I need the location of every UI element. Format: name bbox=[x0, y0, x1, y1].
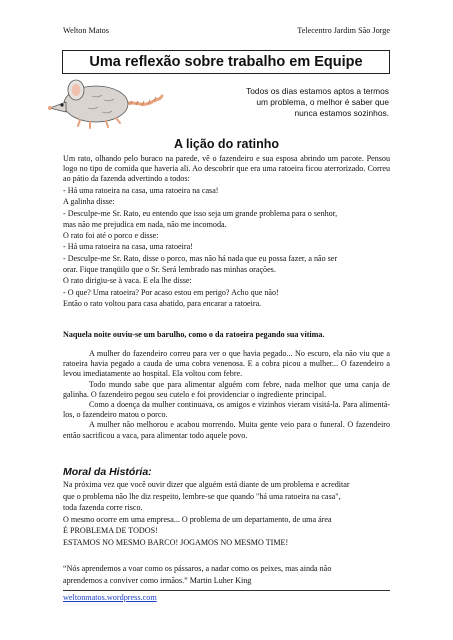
header-organization: Telecentro Jardim São Jorge bbox=[297, 26, 390, 35]
dialogue-line: O rato foi até o porco e disse: bbox=[63, 231, 159, 241]
bold-sentence: Naquela noite ouviu-se um barulho, como o da ratoeira pegando sua vítima. bbox=[63, 330, 325, 339]
moral-line: que o problema não lhe diz respeito, lembre-se que quando "há uma ratoeira na casa", bbox=[63, 491, 341, 501]
moral-line: É PROBLEMA DE TODOS! bbox=[63, 526, 158, 535]
story-paragraph: A mulher não melhorou e acabou morrendo. Muita gente veio para o funeral. O fazendeiro então sacrificou a vaca, para alimentar todo aquele povo. bbox=[63, 420, 390, 440]
document-title: Uma reflexão sobre trabalho em Equipe bbox=[62, 50, 390, 74]
quote-line: “Nós aprendemos a voar como os pássaros, a nadar como os peixes, mas ainda não bbox=[63, 564, 332, 573]
mouse-snout bbox=[50, 102, 66, 112]
moral-line: toda fazenda corre risco. bbox=[63, 503, 143, 512]
dialogue-line: O rato dirigiu-se à vaca. E ela lhe disse: bbox=[63, 276, 192, 286]
mouse-illustration bbox=[44, 78, 164, 130]
epigraph bbox=[219, 86, 389, 119]
moral-line: O mesmo ocorre em uma empresa... O problema de um departamento, de uma área bbox=[63, 514, 332, 524]
section-title: A lição do ratinho bbox=[173, 137, 280, 151]
moral-text bbox=[63, 479, 390, 548]
mouse-ear-inner bbox=[72, 84, 81, 96]
moral-line: ESTAMOS NO MESMO BARCO! JOGAMOS NO MESMO TIME! bbox=[63, 537, 289, 547]
dialogue-line: - Há uma ratoeira na casa, uma ratoeira! bbox=[63, 242, 193, 252]
story-paragraph: A mulher do fazendeiro correu para ver o que havia pegado... No escuro, ela não viu que a ratoeira havia pegado a cauda de uma cobra venenosa. E a cobra picou a mulher... O fazendeiro a levou imediatamente ao hospital. Ela voltou com febre. bbox=[63, 349, 390, 379]
intro-paragraph: Um rato, olhando pelo buraco na parede, vê o fazendeiro e sua esposa abrindo um pacote. Pensou logo no tipo de comida que haveria ali. Ao descobrir que era uma ratoeira ficou aterrorizado. Correu ao pátio da fazenda advertindo a todos: bbox=[63, 154, 390, 184]
dialogue-line: - Há uma ratoeira na casa, uma ratoeira na casa! bbox=[63, 186, 219, 195]
dialogue-line: Então o rato voltou para casa abatido, para encarar a ratoeira. bbox=[63, 298, 262, 308]
story bbox=[63, 349, 390, 441]
closing-quote bbox=[63, 563, 390, 586]
dialogue-line: mas não me prejudica em nada, não me incomoda. bbox=[63, 219, 227, 229]
moral-title: Moral da História: bbox=[63, 466, 152, 478]
moral-line: Na próxima vez que você ouvir dizer que alguém está diante de um problema e acreditar bbox=[63, 480, 350, 489]
epigraph-line: nunca estamos sozinhos. bbox=[294, 108, 389, 118]
dialogue-line: - Desculpe-me Sr. Rato, disse o porco, mas não há nada que eu possa fazer, a não ser bbox=[63, 253, 338, 263]
dialogue-line: - O que? Uma ratoeira? Por acaso estou em perigo? Acho que não! bbox=[63, 287, 279, 297]
dialogue-line: - Desculpe-me Sr. Rato, eu entendo que isso seja um grande problema para o senhor, bbox=[63, 208, 338, 218]
epigraph-line: um problema, o melhor é saber que bbox=[256, 97, 389, 107]
footer-divider bbox=[63, 590, 390, 591]
epigraph-line: Todos os dias estamos aptos a termos bbox=[246, 86, 389, 96]
dialogue-line: A galinha disse: bbox=[63, 197, 115, 207]
story-paragraph: Todo mundo sabe que para alimentar alguém com febre, nada melhor que uma canja de galinha. O fazendeiro pegou seu cutelo e foi providenciar o ingrediente principal. bbox=[63, 379, 390, 399]
quote-line: aprendemos a conviver como irmãos.” Martin Luher King bbox=[63, 575, 252, 585]
dialogue bbox=[63, 185, 390, 309]
mouse-eye bbox=[60, 103, 63, 106]
header-author: Welton Matos bbox=[63, 26, 109, 35]
dialogue-line: orar. Fique tranqüilo que o Sr. Será lembrado nas minhas orações. bbox=[63, 265, 276, 275]
story-paragraph: Como a doença da mulher continuava, os amigos e vizinhos vieram visitá-la. Para alimentá-los, o fazendeiro matou o porco. bbox=[63, 400, 390, 420]
footer-link[interactable]: weltonmatos.wordpress.com bbox=[63, 593, 157, 602]
mouse-nose bbox=[48, 106, 52, 110]
